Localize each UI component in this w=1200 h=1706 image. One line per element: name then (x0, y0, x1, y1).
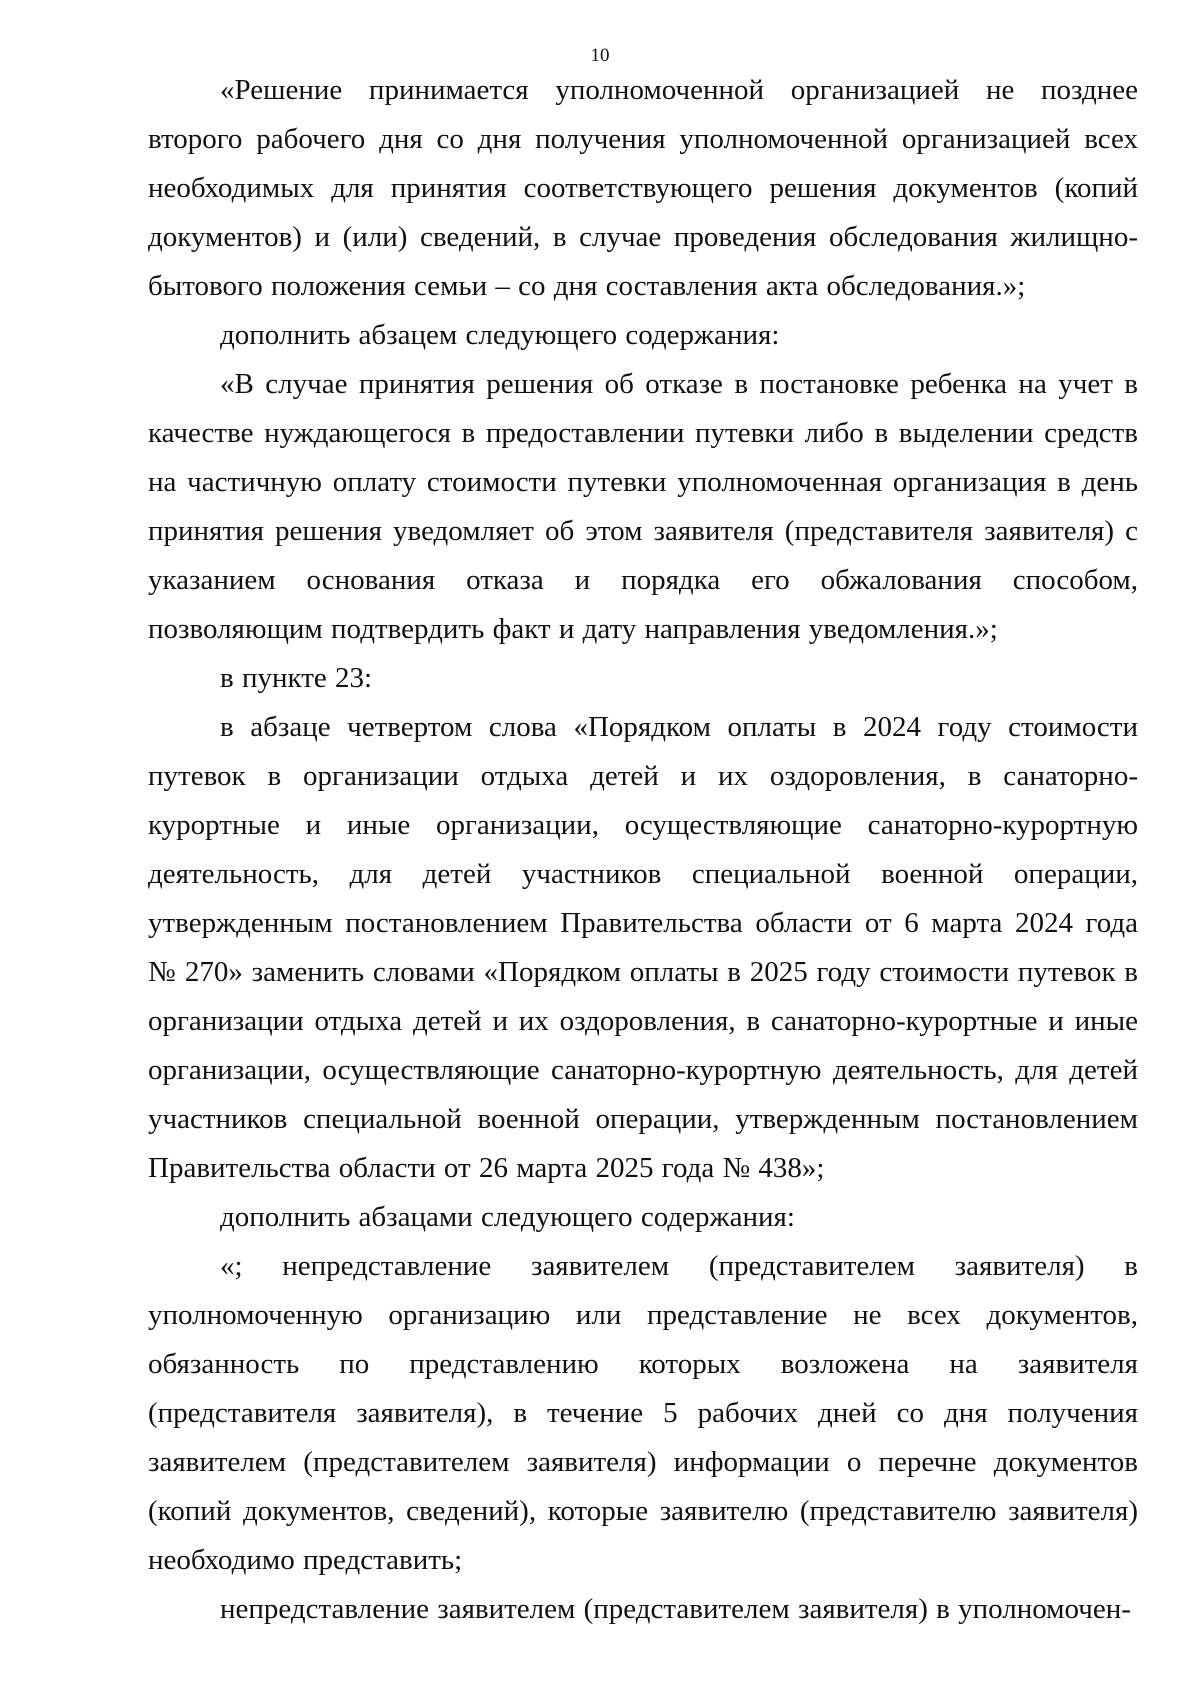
paragraph-point-23: в пункте 23: (220, 662, 373, 694)
page-number: 10 (590, 45, 610, 66)
paragraph-non-submission: «; непредставление заявителем (представителем заявителя) в уполномоченную организацию или представление не всех документов, обязанность по представлению которых возложена на заявителя (представителя заявителя), в течение 5 рабочих дней со дня получения заявителем (представителем заявителя) информации о перечне документов (копий документов, сведений), которые заявителю (представителю заявителя) необходимо представить; (148, 1250, 1138, 1576)
paragraph-add-clauses: дополнить абзацами следующего содержания: (220, 1201, 795, 1233)
paragraph-replace-words: в абзаце четвертом слова «Порядком оплаты в 2024 году стоимости путевок в организации отдыха детей и их оздоровления, в санаторно-курортные и иные организации, осуществляющие санаторно-курортную деятельность, для детей участников специальной военной операции, утвержденным постановлением Правительства области от 6 марта 2024 года № 270» заменить словами «Порядком оплаты в 2025 году стоимости путевок в организации отдыха детей и их оздоровления, в санаторно-курортные и иные организации, осуществляющие санаторно-курортную деятельность, для детей участников специальной военной операции, утвержденным постановлением Правительства области от 26 марта 2025 года № 438»; (148, 711, 1138, 1184)
document-body (148, 66, 1138, 1634)
paragraph-non-submission-cont: непредставление заявителем (представителем заявителя) в уполномочен- (220, 1593, 1131, 1625)
paragraph-add-clause: дополнить абзацем следующего содержания: (220, 319, 780, 351)
paragraph-refusal-notice: «В случае принятия решения об отказе в постановке ребенка на учет в качестве нуждающегося в предоставлении путевки либо в выделении средств на частичную оплату стоимости путевки уполномоченная организация в день принятия решения уведомляет об этом заявителя (представителя заявителя) с указанием основания отказа и порядка его обжалования способом, позволяющим подтвердить факт и дату направления уведомления.»; (148, 368, 1138, 645)
paragraph-decision-deadline: «Решение принимается уполномоченной организацией не позднее второго рабочего дня со дня получения уполномоченной организацией всех необходимых для принятия соответствующего решения документов (копий документов) и (или) сведений, в случае проведения обследования жилищно-бытового положения семьи – со дня составления акта обследования.»; (148, 74, 1138, 302)
